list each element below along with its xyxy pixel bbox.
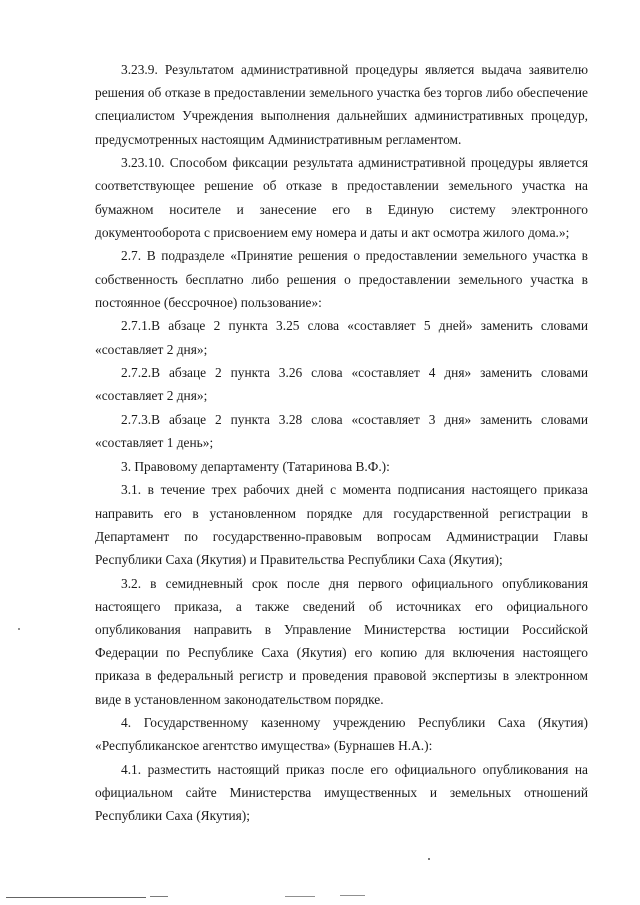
scan-artifact-line xyxy=(150,896,168,897)
scan-artifact-line xyxy=(285,896,315,897)
scan-artifact-line xyxy=(340,895,365,896)
paragraph-3-23-9: 3.23.9. Результатом административной процедуры является выдача заявителю решения об отказе в предоставлении земельного участка без торгов либо обеспечение специалистом Учреждения выполнения дальнейших административных процедур, предусмотренных настоящим Административным регламентом. xyxy=(95,62,588,147)
scan-artifact-dot xyxy=(428,858,430,860)
scan-artifact-dot xyxy=(18,628,20,630)
paragraph-2-7-2: 2.7.2.В абзаце 2 пункта 3.26 слова «составляет 4 дня» заменить словами «составляет 2 дня»; xyxy=(95,365,588,404)
paragraph-2-7: 2.7. В подразделе «Принятие решения о предоставлении земельного участка в собственность бесплатно либо решения о предоставлении земельного участка в постоянное (бессрочное) пользование»: xyxy=(95,248,588,310)
paragraph-3-1: 3.1. в течение трех рабочих дней с момента подписания настоящего приказа направить его в установленном порядке для государственной регистрации в Департамент по государственно-правовым вопросам Администрации Главы Республики Саха (Якутия) и Правительства Республики Саха (Якутия); xyxy=(95,482,588,567)
paragraph-2-7-3: 2.7.3.В абзаце 2 пункта 3.28 слова «составляет 3 дня» заменить словами «составляет 1 день»; xyxy=(95,412,588,451)
scan-artifact-line xyxy=(6,897,146,898)
paragraph-3-2: 3.2. в семидневный срок после дня первого официального опубликования настоящего приказа, а также сведений об источниках его официального опубликования направить в Управление Министерства юстиции Российской Федерации по Республике Саха (Якутия) его копию для включения настоящего приказа в федеральный регистр и проведения правовой экспертизы в электронном виде в установленном законодательством порядке. xyxy=(95,575,588,707)
document-body xyxy=(95,58,588,828)
paragraph-2-7-1: 2.7.1.В абзаце 2 пункта 3.25 слова «составляет 5 дней» заменить словами «составляет 2 дня»; xyxy=(95,318,588,357)
paragraph-3: 3. Правовому департаменту (Татаринова В.Ф.): xyxy=(121,458,390,474)
paragraph-4-1: 4.1. разместить настоящий приказ после его официального опубликования на официальном сайте Министерства имущественных и земельных отношений Республики Саха (Якутия); xyxy=(95,762,588,824)
paragraph-4: 4. Государственному казенному учреждению Республики Саха (Якутия) «Республиканское агентство имущества» (Бурнашев Н.А.): xyxy=(95,715,588,754)
paragraph-3-23-10: 3.23.10. Способом фиксации результата административной процедуры является соответствующее решение об отказе в предоставлении земельного участка на бумажном носителе и занесение его в Единую систему электронного документооборота с присвоением ему номера и даты и акт осмотра жилого дома.»; xyxy=(95,155,588,240)
